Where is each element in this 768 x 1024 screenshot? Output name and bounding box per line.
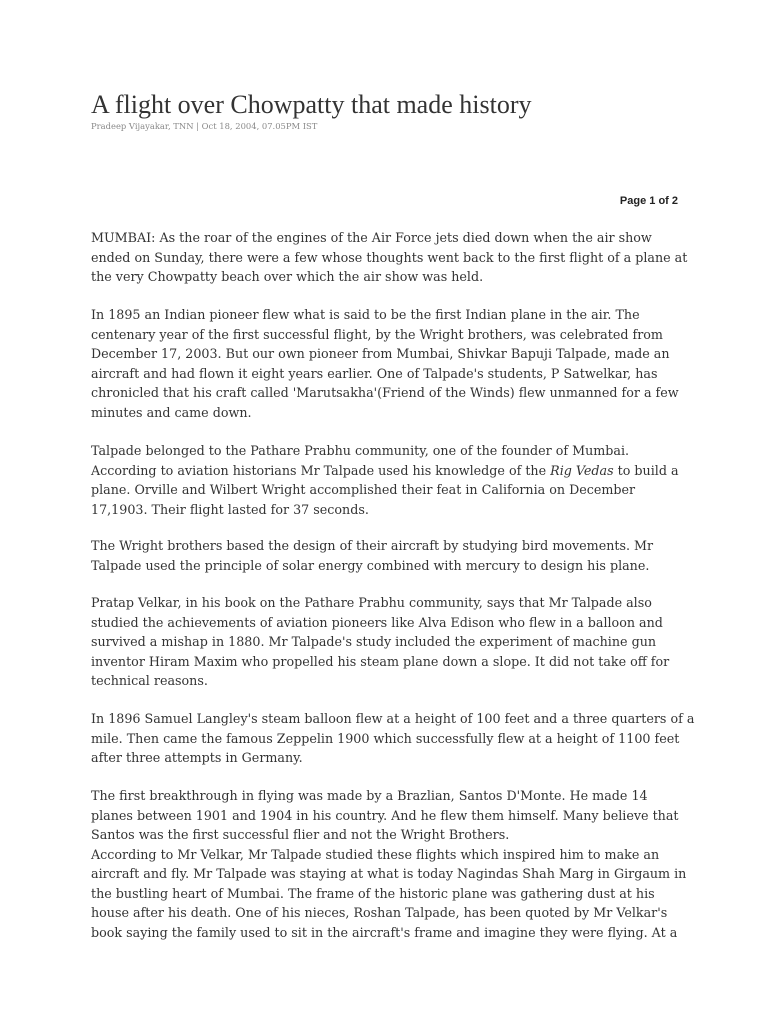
paragraph-line: MUMBAI: As the roar of the engines of the Air Force jets died down when the air show [91,230,652,245]
paragraph-line: house after his death. One of his nieces, Roshan Talpade, has been quoted by Mr Velkar's [91,905,668,920]
paragraph-line: 17,1903. Their flight lasted for 37 seconds. [91,501,369,517]
paragraph-line: aircraft and fly. Mr Talpade was staying at what is today Nagindas Shah Marg in Girgaum in [91,866,687,881]
italic-title: Rig Vedas [550,462,614,478]
paragraph-line: the bustling heart of Mumbai. The frame of the historic plane was gathering dust at his [91,885,655,901]
article-paragraph [91,228,687,287]
paragraph-line: centenary year of the first successful flight, by the Wright brothers, was celebrated from [91,326,663,342]
line-text: to build a [613,462,679,478]
paragraph-line: after three attempts in Germany. [91,750,303,765]
article-paragraph [91,536,653,575]
paragraph-line [91,461,679,481]
paragraph-line: In 1895 an Indian pioneer flew what is said to be the first Indian plane in the air. The [91,307,640,322]
paragraph-line: Pratap Velkar, in his book on the Pathare Prabhu community, says that Mr Talpade also [91,595,652,610]
paragraph-line: studied the achievements of aviation pioneers like Alva Edison who flew in a balloon and [91,614,663,630]
article-byline: Pradeep Vijayakar, TNN | Oct 18, 2004, 07.05PM IST [91,121,318,131]
paragraph-line: chronicled that his craft called 'Marutsakha'(Friend of the Winds) flew unmanned for a few [91,385,679,400]
article-paragraph [91,593,669,691]
paragraph-line: In 1896 Samuel Langley's steam balloon flew at a height of 100 feet and a three quarters of a [91,711,695,726]
page-indicator: Page 1 of 2 [619,195,678,207]
paragraph-line: According to Mr Velkar, Mr Talpade studied these flights which inspired him to make an [91,846,660,862]
paragraph-line: book saying the family used to sit in the aircraft's frame and imagine they were flying. At a [91,924,678,940]
paragraph-line: aircraft and had flown it eight years earlier. One of Talpade's students, P Satwelkar, has [91,365,658,381]
article-paragraph [91,786,686,942]
article-paragraph [91,305,679,422]
paragraph-line: planes between 1901 and 1904 in his country. And he flew them himself. Many believe that [91,807,679,823]
paragraph-line: inventor Hiram Maxim who propelled his steam plane down a slope. It did not take off for [91,653,670,669]
paragraph-line: the very Chowpatty beach over which the air show was held. [91,269,484,284]
paragraph-line: technical reasons. [91,673,208,688]
article-paragraph [91,441,679,519]
paragraph-line: ended on Sunday, there were a few whose thoughts went back to the first flight of a plane at [91,249,688,265]
paragraph-line: The Wright brothers based the design of their aircraft by studying bird movements. Mr [91,538,654,553]
article-title: A flight over Chowpatty that made history [91,90,532,119]
paragraph-line: survived a mishap in 1880. Mr Talpade's study included the experiment of machine gun [91,634,657,649]
paragraph-line: The first breakthrough in flying was made by a Brazlian, Santos D'Monte. He made 14 [91,788,648,803]
paragraph-line: plane. Orville and Wilbert Wright accomplished their feat in California on December [91,482,636,497]
line-text: According to aviation historians Mr Talpade used his knowledge of the [91,462,551,478]
paragraph-line: minutes and came down. [91,404,252,420]
article-paragraph [91,709,694,768]
paragraph-line: Santos was the first successful flier and not the Wright Brothers. [91,827,510,842]
paragraph-line: Talpade used the principle of solar energy combined with mercury to design his plane. [91,557,650,573]
paragraph-line: Talpade belonged to the Pathare Prabhu community, one of the founder of Mumbai. [91,443,630,458]
paragraph-line: December 17, 2003. But our own pioneer from Mumbai, Shivkar Bapuji Talpade, made an [91,346,670,361]
paragraph-line: mile. Then came the famous Zeppelin 1900 which successfully flew at a height of 1100 feet [91,730,680,746]
